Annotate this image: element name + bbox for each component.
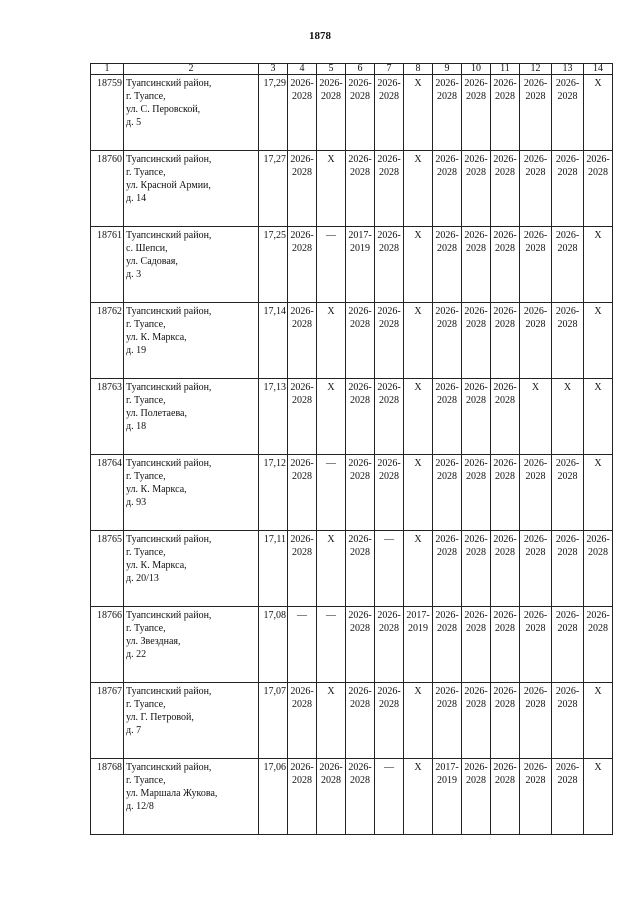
period-cell: 2017- 2019 (404, 607, 433, 683)
table-row (91, 379, 613, 455)
period-cell: Х (404, 379, 433, 455)
period-cell: 2026- 2028 (491, 759, 520, 835)
address-line: ул. Маршала Жукова, (126, 788, 218, 799)
address-line: Туапсинский район, (126, 458, 212, 469)
period-cell: 2026- 2028 (346, 303, 375, 379)
period-cell: 2026- 2028 (288, 455, 317, 531)
period-cell: Х (552, 379, 584, 455)
address-line: д. 93 (126, 497, 147, 508)
address-cell (124, 227, 259, 303)
row-number: 18768 (91, 759, 124, 835)
period-cell: 2017- 2019 (346, 227, 375, 303)
period-cell: 2026- 2028 (491, 303, 520, 379)
address-line: ул. Красной Армии, (126, 180, 211, 191)
schedule-table (90, 63, 613, 835)
period-cell: 2026- 2028 (288, 683, 317, 759)
period-cell: 2026- 2028 (491, 75, 520, 151)
address-line: д. 7 (126, 725, 142, 736)
address-line: с. Шепси, (126, 243, 168, 254)
period-cell: Х (404, 75, 433, 151)
address-line: г. Туапсе, (126, 471, 166, 482)
table-row (91, 531, 613, 607)
period-cell: 2026- 2028 (584, 151, 613, 227)
address-cell (124, 151, 259, 227)
address-cell (124, 683, 259, 759)
period-cell: 2026- 2028 (552, 607, 584, 683)
period-cell: — (375, 759, 404, 835)
value-cell: 17,13 (259, 379, 288, 455)
address-line: Туапсинский район, (126, 230, 212, 241)
address-line: д. 3 (126, 269, 142, 280)
period-cell: 2026- 2028 (433, 683, 462, 759)
address-cell (124, 455, 259, 531)
period-cell: 2026- 2028 (462, 455, 491, 531)
value-cell: 17,08 (259, 607, 288, 683)
column-header-2: 2 (124, 64, 259, 75)
period-cell: 2026- 2028 (491, 607, 520, 683)
period-cell: 2026- 2028 (346, 683, 375, 759)
period-cell: 2026- 2028 (433, 227, 462, 303)
period-cell: 2026- 2028 (491, 531, 520, 607)
address-line: ул. Садовая, (126, 256, 178, 267)
period-cell: 2026- 2028 (491, 151, 520, 227)
period-cell: 2026- 2028 (433, 75, 462, 151)
row-number: 18759 (91, 75, 124, 151)
table-row (91, 759, 613, 835)
table-row (91, 303, 613, 379)
period-cell: 2026- 2028 (433, 455, 462, 531)
period-cell: 2026- 2028 (462, 303, 491, 379)
period-cell: 2026- 2028 (288, 303, 317, 379)
address-line: ул. Г. Петровой, (126, 712, 194, 723)
address-line: ул. К. Маркса, (126, 484, 187, 495)
period-cell: Х (520, 379, 552, 455)
period-cell: 2026- 2028 (491, 455, 520, 531)
address-line: г. Туапсе, (126, 623, 166, 634)
period-cell: 2026- 2028 (552, 151, 584, 227)
period-cell: 2026- 2028 (552, 303, 584, 379)
period-cell: Х (317, 379, 346, 455)
column-header-1: 1 (91, 64, 124, 75)
period-cell: 2026- 2028 (346, 759, 375, 835)
address-line: д. 14 (126, 193, 147, 204)
period-cell: 2026- 2028 (462, 227, 491, 303)
period-cell: 2026- 2028 (584, 607, 613, 683)
address-line: д. 5 (126, 117, 142, 128)
row-number: 18760 (91, 151, 124, 227)
address-line: Туапсинский район, (126, 382, 212, 393)
address-line: д. 19 (126, 345, 147, 356)
period-cell: 2026- 2028 (552, 455, 584, 531)
address-line: г. Туапсе, (126, 319, 166, 330)
row-number: 18765 (91, 531, 124, 607)
period-cell: 2026- 2028 (346, 607, 375, 683)
value-cell: 17,25 (259, 227, 288, 303)
period-cell: 2026- 2028 (346, 455, 375, 531)
value-cell: 17,14 (259, 303, 288, 379)
period-cell: 2026- 2028 (552, 531, 584, 607)
period-cell: Х (404, 683, 433, 759)
period-cell: Х (317, 683, 346, 759)
column-header-14: 14 (584, 64, 613, 75)
period-cell: 2026- 2028 (520, 455, 552, 531)
period-cell: Х (404, 151, 433, 227)
address-line: ул. Полетаева, (126, 408, 187, 419)
period-cell: Х (584, 759, 613, 835)
period-cell: 2026- 2028 (433, 531, 462, 607)
table-row (91, 683, 613, 759)
period-cell: 2026- 2028 (346, 151, 375, 227)
column-header-3: 3 (259, 64, 288, 75)
period-cell: 2026- 2028 (520, 607, 552, 683)
period-cell: 2026- 2028 (552, 759, 584, 835)
column-header-6: 6 (346, 64, 375, 75)
period-cell: Х (404, 759, 433, 835)
address-cell (124, 303, 259, 379)
period-cell: Х (317, 531, 346, 607)
address-line: Туапсинский район, (126, 306, 212, 317)
row-number: 18766 (91, 607, 124, 683)
address-line: г. Туапсе, (126, 547, 166, 558)
address-cell (124, 607, 259, 683)
period-cell: 2026- 2028 (288, 151, 317, 227)
table-row (91, 227, 613, 303)
period-cell: 2026- 2028 (520, 683, 552, 759)
period-cell: 2026- 2028 (346, 75, 375, 151)
period-cell: 2026- 2028 (317, 75, 346, 151)
address-line: д. 20/13 (126, 573, 159, 584)
table-row (91, 607, 613, 683)
period-cell: 2026- 2028 (520, 151, 552, 227)
period-cell: 2026- 2028 (552, 75, 584, 151)
period-cell: 2026- 2028 (520, 531, 552, 607)
period-cell: 2026- 2028 (584, 531, 613, 607)
address-line: г. Туапсе, (126, 699, 166, 710)
period-cell: 2026- 2028 (375, 227, 404, 303)
period-cell: 2026- 2028 (520, 75, 552, 151)
period-cell: 2026- 2028 (552, 683, 584, 759)
address-cell (124, 759, 259, 835)
value-cell: 17,06 (259, 759, 288, 835)
address-line: д. 18 (126, 421, 147, 432)
period-cell: — (317, 455, 346, 531)
address-line: д. 12/8 (126, 801, 154, 812)
period-cell: 2026- 2028 (433, 379, 462, 455)
period-cell: 2026- 2028 (375, 151, 404, 227)
table-row (91, 151, 613, 227)
address-line: ул. С. Перовской, (126, 104, 201, 115)
period-cell: 2026- 2028 (462, 607, 491, 683)
period-cell: 2026- 2028 (462, 759, 491, 835)
period-cell: 2026- 2028 (288, 379, 317, 455)
column-header-12: 12 (520, 64, 552, 75)
value-cell: 17,12 (259, 455, 288, 531)
address-line: г. Туапсе, (126, 91, 166, 102)
column-header-13: 13 (552, 64, 584, 75)
period-cell: 2026- 2028 (462, 151, 491, 227)
period-cell: 2026- 2028 (317, 759, 346, 835)
period-cell: — (288, 607, 317, 683)
period-cell: 2026- 2028 (462, 683, 491, 759)
column-header-11: 11 (491, 64, 520, 75)
address-cell (124, 75, 259, 151)
period-cell: 2026- 2028 (491, 683, 520, 759)
address-line: г. Туапсе, (126, 395, 166, 406)
value-cell: 17,07 (259, 683, 288, 759)
period-cell: Х (404, 531, 433, 607)
address-line: г. Туапсе, (126, 775, 166, 786)
period-cell: 2026- 2028 (375, 455, 404, 531)
period-cell: 2026- 2028 (375, 303, 404, 379)
period-cell: — (317, 227, 346, 303)
period-cell: 2026- 2028 (433, 303, 462, 379)
period-cell: 2026- 2028 (288, 531, 317, 607)
period-cell: 2026- 2028 (491, 227, 520, 303)
period-cell: Х (584, 455, 613, 531)
period-cell: 2026- 2028 (288, 759, 317, 835)
table-row (91, 455, 613, 531)
period-cell: Х (404, 303, 433, 379)
period-cell: Х (404, 227, 433, 303)
column-header-4: 4 (288, 64, 317, 75)
period-cell: 2026- 2028 (375, 607, 404, 683)
period-cell: — (375, 531, 404, 607)
period-cell: 2026- 2028 (520, 227, 552, 303)
period-cell: 2026- 2028 (375, 379, 404, 455)
value-cell: 17,11 (259, 531, 288, 607)
address-line: Туапсинский район, (126, 762, 212, 773)
period-cell: Х (317, 303, 346, 379)
period-cell: 2026- 2028 (462, 379, 491, 455)
period-cell: — (317, 607, 346, 683)
column-header-9: 9 (433, 64, 462, 75)
period-cell: 2026- 2028 (375, 75, 404, 151)
period-cell: 2026- 2028 (462, 75, 491, 151)
row-number: 18763 (91, 379, 124, 455)
period-cell: Х (584, 303, 613, 379)
column-header-10: 10 (462, 64, 491, 75)
period-cell: 2026- 2028 (491, 379, 520, 455)
value-cell: 17,27 (259, 151, 288, 227)
period-cell: 2026- 2028 (520, 303, 552, 379)
address-line: ул. К. Маркса, (126, 332, 187, 343)
period-cell: 2026- 2028 (462, 531, 491, 607)
period-cell: Х (317, 151, 346, 227)
address-line: ул. Звездная, (126, 636, 181, 647)
period-cell: 2026- 2028 (288, 227, 317, 303)
address-cell (124, 531, 259, 607)
column-header-8: 8 (404, 64, 433, 75)
address-cell (124, 379, 259, 455)
period-cell: Х (404, 455, 433, 531)
row-number: 18764 (91, 455, 124, 531)
address-line: Туапсинский район, (126, 78, 212, 89)
period-cell: 2026- 2028 (433, 151, 462, 227)
period-cell: 2017- 2019 (433, 759, 462, 835)
address-line: Туапсинский район, (126, 610, 212, 621)
period-cell: 2026- 2028 (346, 531, 375, 607)
period-cell: Х (584, 683, 613, 759)
column-header-5: 5 (317, 64, 346, 75)
address-line: ул. К. Маркса, (126, 560, 187, 571)
table-row (91, 75, 613, 151)
period-cell: 2026- 2028 (520, 759, 552, 835)
address-line: Туапсинский район, (126, 534, 212, 545)
address-line: Туапсинский район, (126, 686, 212, 697)
period-cell: 2026- 2028 (375, 683, 404, 759)
value-cell: 17,29 (259, 75, 288, 151)
address-line: Туапсинский район, (126, 154, 212, 165)
row-number: 18762 (91, 303, 124, 379)
row-number: 18767 (91, 683, 124, 759)
period-cell: 2026- 2028 (288, 75, 317, 151)
period-cell: 2026- 2028 (433, 607, 462, 683)
column-header-7: 7 (375, 64, 404, 75)
period-cell: Х (584, 227, 613, 303)
address-line: д. 22 (126, 649, 147, 660)
period-cell: Х (584, 75, 613, 151)
period-cell: 2026- 2028 (346, 379, 375, 455)
period-cell: 2026- 2028 (552, 227, 584, 303)
period-cell: Х (584, 379, 613, 455)
header-row (91, 64, 613, 75)
page-number: 1878 (309, 30, 331, 42)
row-number: 18761 (91, 227, 124, 303)
address-line: г. Туапсе, (126, 167, 166, 178)
